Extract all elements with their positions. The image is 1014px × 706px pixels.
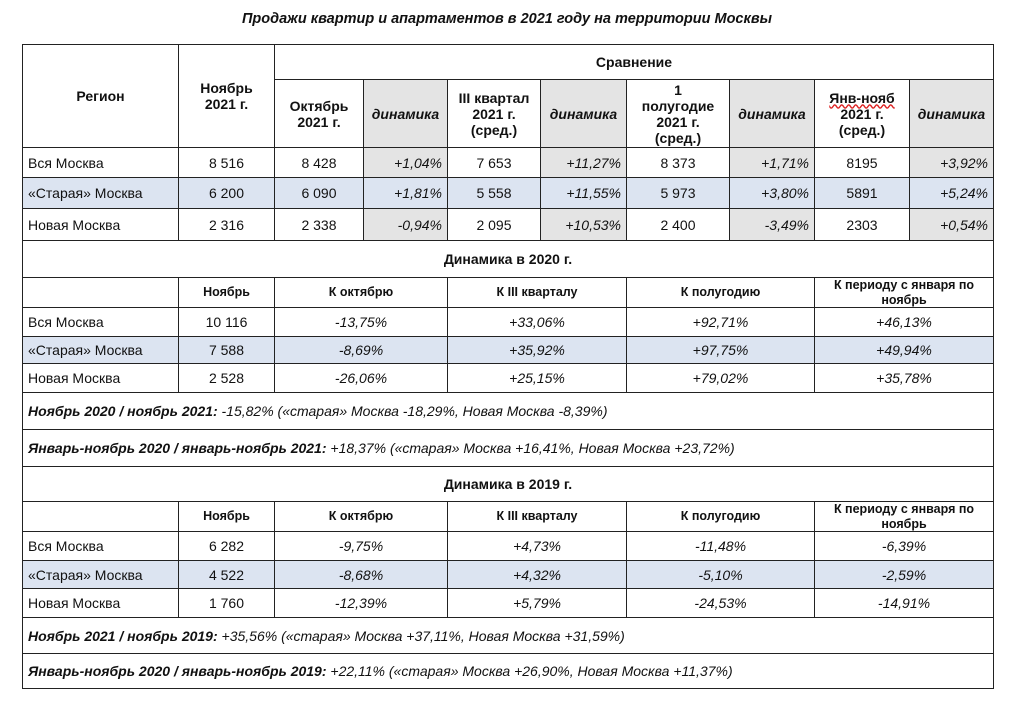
section-title-2019: Динамика в 2019 г. [22,466,994,502]
value-cell: 6 200 [178,177,275,209]
region-cell: Вся Москва [22,531,179,561]
region-cell: Новая Москва [22,208,179,241]
value-cell: 8 373 [626,147,730,178]
note-text: +18,37% («старая» Москва +16,41%, Новая Москва +23,72%) [326,440,735,456]
value-cell: 2 528 [178,363,275,393]
value-cell: 5 973 [626,177,730,209]
value-cell: 1 760 [178,588,275,618]
dynamics-cell: +5,24% [909,177,994,209]
value-cell: 5891 [814,177,910,209]
region-cell: Вся Москва [22,307,179,337]
value-cell: +97,75% [626,336,815,364]
value-cell: 2303 [814,208,910,241]
dynamics-cell: +3,92% [909,147,994,178]
value-cell: -8,69% [274,336,448,364]
header-to-jan-nov: К периоду с января по ноябрь [814,501,994,532]
value-cell: +92,71% [626,307,815,337]
header-dynamics-4: динамика [909,79,994,148]
note-label: Январь-ноябрь 2020 / январь-ноябрь 2019: [28,663,327,679]
value-cell: -24,53% [626,588,815,618]
note-nov-2021-2019 [22,617,994,654]
dynamics-cell: +1,71% [729,147,815,178]
header-to-h1: К полугодию [626,501,815,532]
note-label: Ноябрь 2021 / ноябрь 2019: [28,627,218,644]
value-cell: +35,78% [814,363,994,393]
region-cell: «Старая» Москва [22,336,179,364]
note-jan-nov-2020-2021 [22,429,994,467]
dynamics-cell: -0,94% [363,208,448,241]
value-cell: 7 653 [447,147,541,178]
note-label: Ноябрь 2020 / ноябрь 2021: [28,403,218,419]
header-h1avg: 1 полугодие 2021 г. (сред.) [626,79,730,148]
header-to-october: К октябрю [274,501,448,532]
header-oct2021: Октябрь 2021 г. [274,79,364,148]
dynamics-cell: -3,49% [729,208,815,241]
note-label: Январь-ноябрь 2020 / январь-ноябрь 2021: [28,440,327,456]
header-to-h1: К полугодию [626,277,815,308]
value-cell: 2 338 [274,208,364,241]
header-comparison: Сравнение [274,44,994,80]
header-jannov2021 [814,79,910,148]
value-cell: -12,39% [274,588,448,618]
value-cell: -5,10% [626,560,815,589]
value-cell: -6,39% [814,531,994,561]
value-cell: 7 588 [178,336,275,364]
header-nov: Ноябрь [178,501,275,532]
header-nov: Ноябрь [178,277,275,308]
region-cell: Новая Москва [22,588,179,618]
value-cell: +46,13% [814,307,994,337]
header-blank [22,277,179,308]
region-cell: «Старая» Москва [22,177,179,209]
note-text: +35,56% («старая» Москва +37,11%, Новая Москва +31,59%) [217,627,625,644]
region-cell: «Старая» Москва [22,560,179,589]
header-to-q3: К III кварталу [447,501,627,532]
value-cell: -13,75% [274,307,448,337]
header-to-q3: К III кварталу [447,277,627,308]
value-cell: -11,48% [626,531,815,561]
header-dynamics-3: динамика [729,79,815,148]
value-cell: -8,68% [274,560,448,589]
header-to-jan-nov: К периоду с января по ноябрь [814,277,994,308]
region-cell: Новая Москва [22,363,179,393]
section-title-2020: Динамика в 2020 г. [22,240,994,278]
value-cell: 4 522 [178,560,275,589]
header-q3avg: III квартал 2021 г. (сред.) [447,79,541,148]
header-dynamics-2: динамика [540,79,627,148]
page-title: Продажи квартир и апартаментов в 2021 году на территории Москвы [242,11,772,27]
header-blank [22,501,179,532]
header-nov2021: Ноябрь 2021 г. [178,44,275,148]
header-region: Регион [22,44,179,148]
dynamics-cell: +3,80% [729,177,815,209]
note-jan-nov-2020-2019 [22,653,994,689]
region-cell: Вся Москва [22,147,179,178]
value-cell: -2,59% [814,560,994,589]
value-cell: +4,73% [447,531,627,561]
value-cell: -26,06% [274,363,448,393]
value-cell: 2 095 [447,208,541,241]
dynamics-cell: +0,54% [909,208,994,241]
value-cell: 8 516 [178,147,275,178]
value-cell: 8 428 [274,147,364,178]
value-cell: 5 558 [447,177,541,209]
value-cell: +4,32% [447,560,627,589]
value-cell: +35,92% [447,336,627,364]
value-cell: +33,06% [447,307,627,337]
value-cell: +25,15% [447,363,627,393]
header-to-october: К октябрю [274,277,448,308]
dynamics-cell: +10,53% [540,208,627,241]
value-cell: +79,02% [626,363,815,393]
dynamics-cell: +1,04% [363,147,448,178]
note-text: +22,11% («старая» Москва +26,90%, Новая Москва +11,37%) [326,663,733,679]
value-cell: 10 116 [178,307,275,337]
value-cell: +5,79% [447,588,627,618]
value-cell: 2 316 [178,208,275,241]
value-cell: +49,94% [814,336,994,364]
dynamics-cell: +11,27% [540,147,627,178]
value-cell: 2 400 [626,208,730,241]
value-cell: -14,91% [814,588,994,618]
header-dynamics-1: динамика [363,79,448,148]
value-cell: 8195 [814,147,910,178]
value-cell: 6 282 [178,531,275,561]
note-nov-2020-2021 [22,392,994,430]
header-jannov-abbr: Янв-нояб [829,89,895,106]
header-jannov-rest: 2021 г. (сред.) [838,105,886,138]
note-text: -15,82% («старая» Москва -18,29%, Новая Москва -8,39%) [217,403,608,419]
dynamics-cell: +11,55% [540,177,627,209]
value-cell: 6 090 [274,177,364,209]
dynamics-cell: +1,81% [363,177,448,209]
value-cell: -9,75% [274,531,448,561]
